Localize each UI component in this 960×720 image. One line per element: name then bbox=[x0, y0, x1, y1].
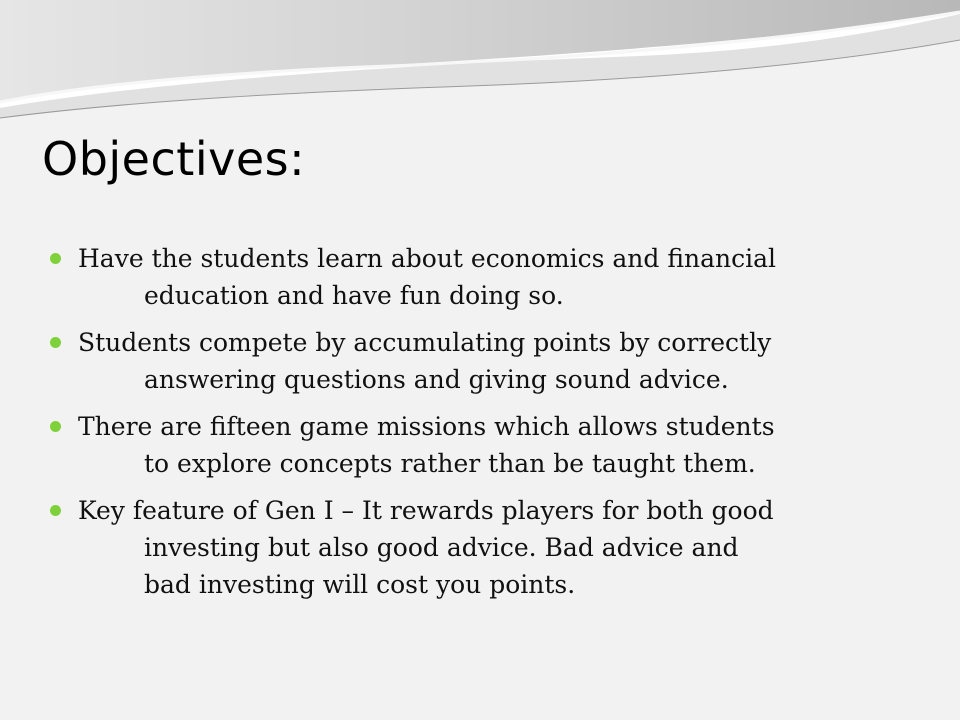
bullet-line: bad investing will cost you points. bbox=[144, 570, 576, 599]
bullet-line: Students compete by accumulating points by correctly bbox=[78, 328, 772, 357]
bullet-line: Have the students learn about economics and financial bbox=[78, 244, 777, 273]
bullet-dot-icon bbox=[50, 505, 61, 516]
slide-title: Objectives: bbox=[42, 132, 306, 186]
bullet-line: investing but also good advice. Bad advice and bbox=[144, 533, 739, 562]
objectives-bullet-list bbox=[50, 240, 930, 613]
bullet-line: There are fifteen game missions which allows students bbox=[78, 412, 775, 441]
bullet-item bbox=[50, 324, 930, 398]
bullet-item bbox=[50, 408, 930, 482]
bullet-line: answering questions and giving sound advice. bbox=[144, 365, 729, 394]
bullet-dot-icon bbox=[50, 337, 61, 348]
bullet-dot-icon bbox=[50, 253, 61, 264]
bullet-dot-icon bbox=[50, 421, 61, 432]
bullet-line: education and have fun doing so. bbox=[144, 281, 564, 310]
bullet-item bbox=[50, 492, 930, 603]
bullet-line: Key feature of Gen I – It rewards players for both good bbox=[78, 496, 774, 525]
bullet-line: to explore concepts rather than be taught them. bbox=[144, 449, 756, 478]
bullet-item bbox=[50, 240, 930, 314]
header-swoosh-decoration bbox=[0, 0, 960, 130]
